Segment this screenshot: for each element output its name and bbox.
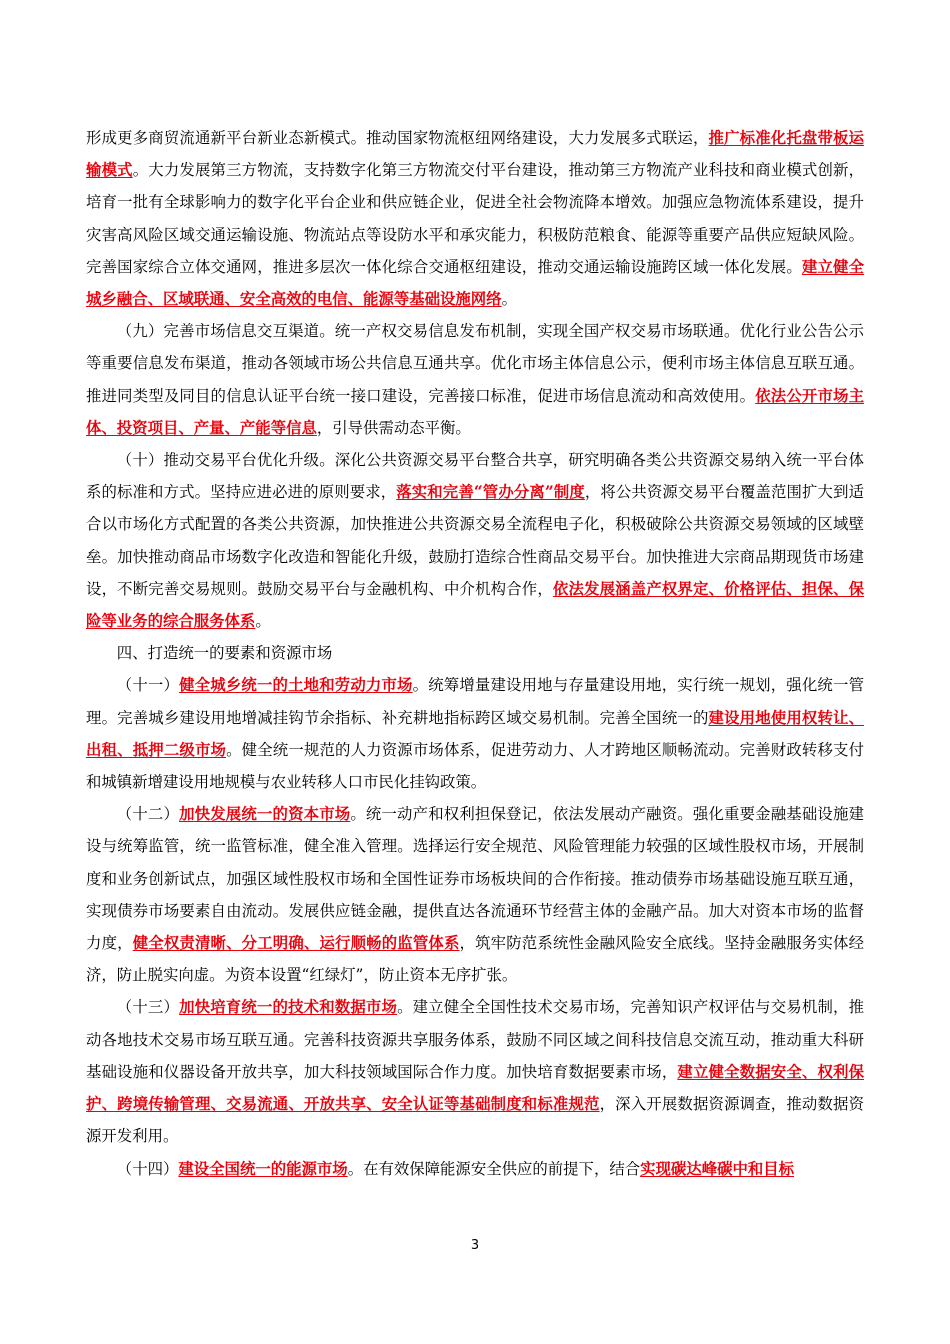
body-text: 四、打造统一的要素和资源市场 <box>116 644 333 663</box>
highlighted-text: 建立健全城乡融合、区域联通、安全高效的电信、能源等基础设施网络 <box>86 257 864 309</box>
body-text: 。统一动产和权利担保登记，依法发展动产融资。强化重要金融基础设施建设与统筹监管，统一监管标准，健全准入管理。选择运行安全规范、风险管理能力较强的区域性股权市场，开展制度和业务创新试点，加强区域性股权市场和全国性证券市场板块间的合作衔接。推动债券市场基础设施互联互通，实现债券市场要素自由流动。发展供应链金融，提供直达各流通环节经营主体的金融产品。加大对资本市场的监督力度， <box>86 805 864 953</box>
paragraph <box>86 122 864 315</box>
body-text: ，将公共资源交易平台覆盖范围扩大到适合以市场化方式配置的各类公共资源，加快推进公共资源交易全流程电子化，积极破除公共资源交易领域的区域壁垒。加快推动商品市场数字化改造和智能化升级，鼓励打造综合性商品交易平台。加快推进大宗商品期现货市场建设，不断完善交易规则。鼓励交易平台与金融机构、中介机构合作， <box>86 483 864 598</box>
paragraph <box>86 637 864 669</box>
body-text: （十一） <box>116 676 180 695</box>
body-text: 。 <box>255 612 271 631</box>
body-text: ，筑牢防范系统性金融风险安全底线。坚持金融服务实体经济，防止脱实向虚。为资本设置“红绿灯”，防止资本无序扩张。 <box>86 934 864 985</box>
body-text: （十四） <box>116 1159 179 1178</box>
body-text: （九）完善市场信息交互渠道。统一产权交易信息发布机制，实现全国产权交易市场联通。优化行业公告公示等重要信息发布渠道，推动各领域市场公共信息互通共享。优化市场主体信息公示，便利市场主体信息互联互通。推进同类型及同目的信息认证平台统一接口建设，完善接口标准，促进市场信息流动和高效使用。 <box>86 322 864 405</box>
paragraph <box>86 315 864 444</box>
document-body <box>86 122 864 1185</box>
body-text: 。在有效保障能源安全供应的前提下，结合 <box>347 1159 641 1178</box>
paragraph <box>86 444 864 637</box>
highlighted-text: 依法公开市场主体、投资项目、产量、产能等信息 <box>86 386 864 437</box>
paragraph <box>86 669 864 798</box>
highlighted-text: 建立健全数据安全、权利保护、跨境传输管理、交易流通、开放共享、安全认证等基础制度和标准规范 <box>86 1062 864 1114</box>
highlighted-text: 加快培育统一的技术和数据市场 <box>179 998 398 1017</box>
highlighted-text: 落实和完善“管办分离”制度 <box>396 483 585 502</box>
body-text: （十三） <box>116 998 180 1017</box>
body-text: （十）推动交易平台优化升级。深化公共资源交易平台整合共享，研究明确各类公共资源交易纳入统一平台体系的标准和方式。坚持应进必进的原则要求， <box>86 451 864 502</box>
highlighted-text: 加快发展统一的资本市场 <box>179 805 351 824</box>
highlighted-text: 健全城乡统一的土地和劳动力市场 <box>179 676 413 695</box>
body-text: ，引导供需动态平衡。 <box>316 418 471 437</box>
page-number: 3 <box>470 1238 480 1253</box>
paragraph <box>86 1153 864 1185</box>
paragraph <box>86 798 864 991</box>
body-text: 。大力发展第三方物流，支持数字化第三方物流交付平台建设，推动第三方物流产业科技和商业模式创新，培育一批有全球影响力的数字化平台企业和供应链企业，促进全社会物流降本增效。加强应急物流体系建设，提升灾害高风险区域交通运输设施、物流站点等设防水平和承灾能力，积极防范粮食、能源等重要产品供应短缺风险。完善国家综合立体交通网，推进多层次一体化综合交通枢纽建设，推动交通运输设施跨区域一体化发展。 <box>86 161 864 276</box>
body-text: 。统筹增量建设用地与存量建设用地，实行统一规划，强化统一管理。完善城乡建设用地增减挂钩节余指标、补充耕地指标跨区域交易机制。完善全国统一的 <box>86 676 864 727</box>
body-text: ，深入开展数据资源调查，推动数据资源开发利用。 <box>86 1095 864 1146</box>
highlighted-text: 推广标准化托盘带板运输模式 <box>86 129 864 180</box>
body-text: 。健全统一规范的人力资源市场体系，促进劳动力、人才跨地区顺畅流动。完善财政转移支付和城镇新增建设用地规模与农业转移人口市民化挂钩政策。 <box>86 740 864 792</box>
body-text: 。建立健全全国性技术交易市场，完善知识产权评估与交易机制，推动各地技术交易市场互联互通。完善科技资源共享服务体系，鼓励不同区域之间科技信息交流互动，推动重大科研基础设施和仪器设备开放共享，加大科技领域国际合作力度。加快培育数据要素市场， <box>86 998 864 1081</box>
paragraph <box>86 991 864 1152</box>
highlighted-text: 实现碳达峰碳中和目标 <box>640 1159 795 1178</box>
highlighted-text: 建设全国统一的能源市场 <box>178 1159 348 1178</box>
highlighted-text: 建设用地使用权转让、出租、抵押二级市场 <box>86 708 864 759</box>
body-text: 。 <box>501 290 517 309</box>
body-text: （十二） <box>116 805 180 824</box>
body-text: 形成更多商贸流通新平台新业态新模式。推动国家物流枢纽网络建设，大力发展多式联运， <box>86 129 709 147</box>
highlighted-text: 健全权责清晰、分工明确、运行顺畅的监管体系 <box>132 934 460 953</box>
highlighted-text: 依法发展涵盖产权界定、价格评估、担保、保险等业务的综合服务体系 <box>86 579 864 631</box>
